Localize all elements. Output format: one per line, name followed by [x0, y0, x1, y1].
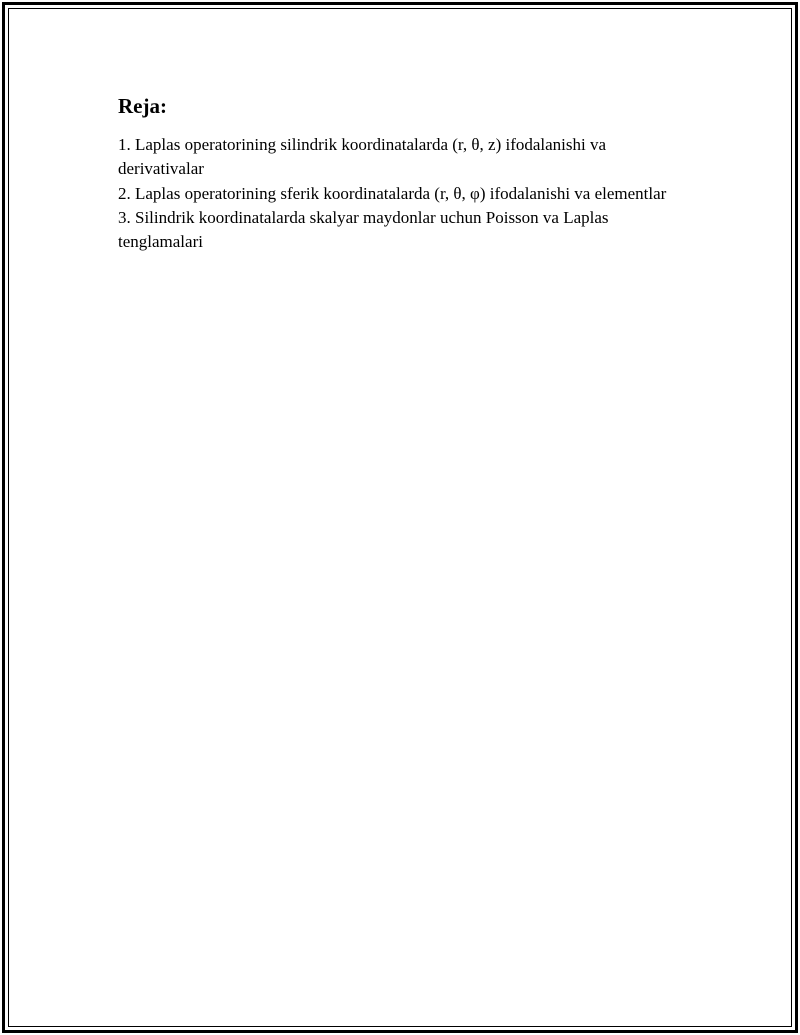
plan-item-1: 1. Laplas operatorining silindrik koordinatalarda (r, θ, z) ifodalanishi va derivativalar [118, 135, 607, 179]
page-content [118, 93, 678, 254]
plan-item-2: 2. Laplas operatorining sferik koordinatalarda (r, θ, φ) ifodalanishi va elementlar [118, 183, 667, 203]
plan-list [118, 133, 678, 254]
plan-heading: Reja: [118, 94, 167, 118]
plan-item-3: 3. Silindrik koordinatalarda skalyar maydonlar uchun Poisson va Laplas tenglamalari [118, 207, 609, 252]
